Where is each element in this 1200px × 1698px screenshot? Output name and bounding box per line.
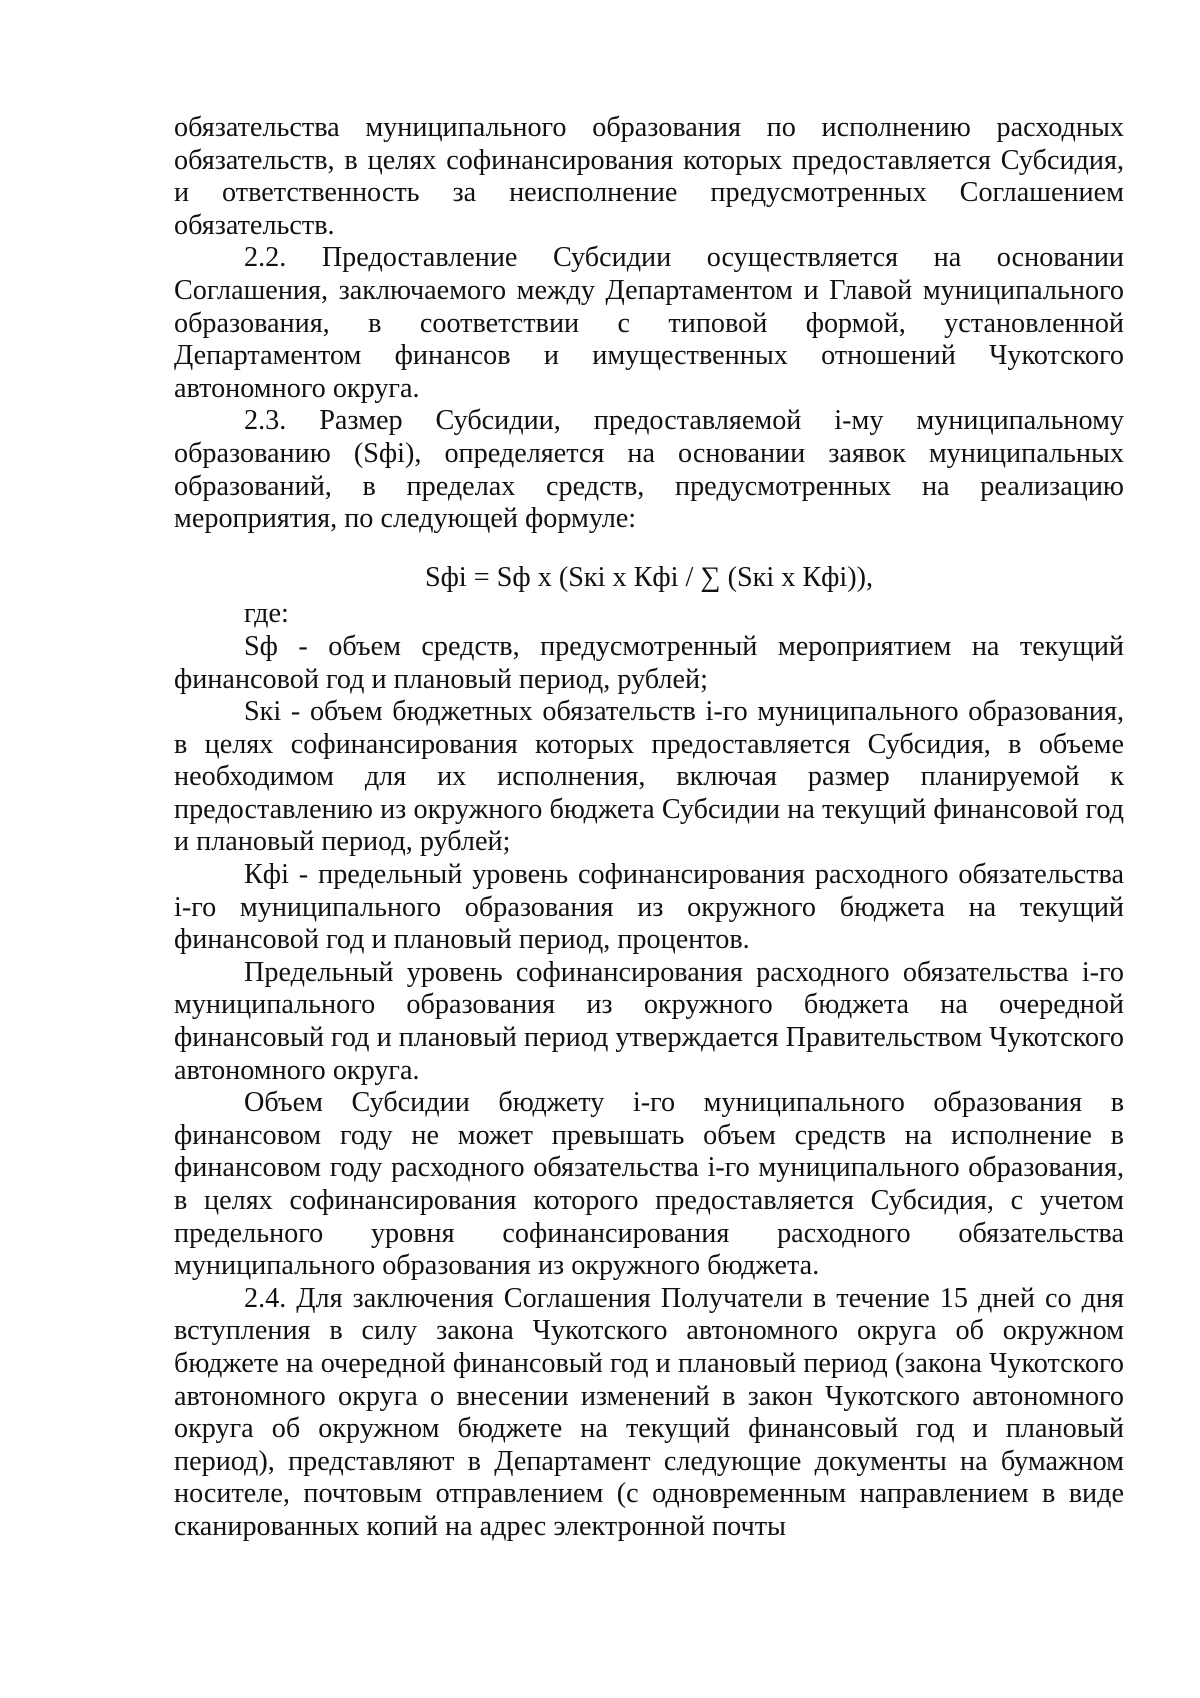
paragraph-def-sf: Sф - объем средств, предусмотренный мероприятием на текущий финансовой год и плановый период, рублей;: [174, 630, 1124, 695]
paragraph-2-2: 2.2. Предоставление Субсидии осуществляется на основании Соглашения, заключаемого между Департаментом и Главой муниципального образования, в соответствии с типовой формой, установленной Департаментом финансов и имущественных отношений Чукотского автономного округа.: [174, 242, 1124, 404]
paragraph-obligations-continued: обязательства муниципального образования по исполнению расходных обязательств, в целях софинансирования которых предоставляется Субсидия, и ответственность за неисполнение предусмотренных Соглашением обязательств.: [174, 112, 1124, 241]
paragraph-def-kfi: Кфi - предельный уровень софинансирования расходного обязательства i-го муниципального образования из окружного бюджета на текущий финансовой год и плановый период, процентов.: [174, 859, 1124, 956]
where-label: где:: [244, 598, 289, 630]
paragraph-2-3: 2.3. Размер Субсидии, предоставляемой i-му муниципальному образованию (Sфi), определяется на основании заявок муниципальных образований, в пределах средств, предусмотренных на реализацию мероприятия, по следующей формуле:: [174, 405, 1124, 535]
paragraph-def-ski: Sкi - объем бюджетных обязательств i-го муниципального образования, в целях софинансирования которых предоставляется Субсидия, в объеме необходимом для их исполнения, включая размер планируемой к предоставлению из окружного бюджета Субсидии на текущий финансовой год и плановый период, рублей;: [174, 696, 1124, 858]
document-page: [174, 112, 1124, 1544]
subsidy-formula: Sфi = Sф x (Sкi x Кфi / ∑ (Sкi x Кфi)),: [424, 561, 874, 593]
paragraph-2-4: 2.4. Для заключения Соглашения Получатели в течение 15 дней со дня вступления в силу закона Чукотского автономного округа об окружном бюджете на очередной финансовый год и плановый период (закона Чукотского автономного округа о внесении изменений в закон Чукотского автономного округа об окружном бюджете на текущий финансовый год и плановый период), представляют в Департамент следующие документы на бумажном носителе, почтовым отправлением (с одновременным направлением в виде сканированных копий на адрес электронной почты: [174, 1282, 1124, 1542]
paragraph-limit-level: Предельный уровень софинансирования расходного обязательства i-го муниципального образования из окружного бюджета на очередной финансовый год и плановый период утверждается Правительством Чукотского автономного округа.: [174, 956, 1124, 1086]
paragraph-subsidy-volume: Объем Субсидии бюджету i-го муниципального образования в финансовом году не может превышать объем средств на исполнение в финансовом году расходного обязательства i-го муниципального образования, в целях софинансирования которого предоставляется Субсидия, с учетом предельного уровня софинансирования расходного обязательства муниципального образования из окружного бюджета.: [174, 1087, 1124, 1282]
